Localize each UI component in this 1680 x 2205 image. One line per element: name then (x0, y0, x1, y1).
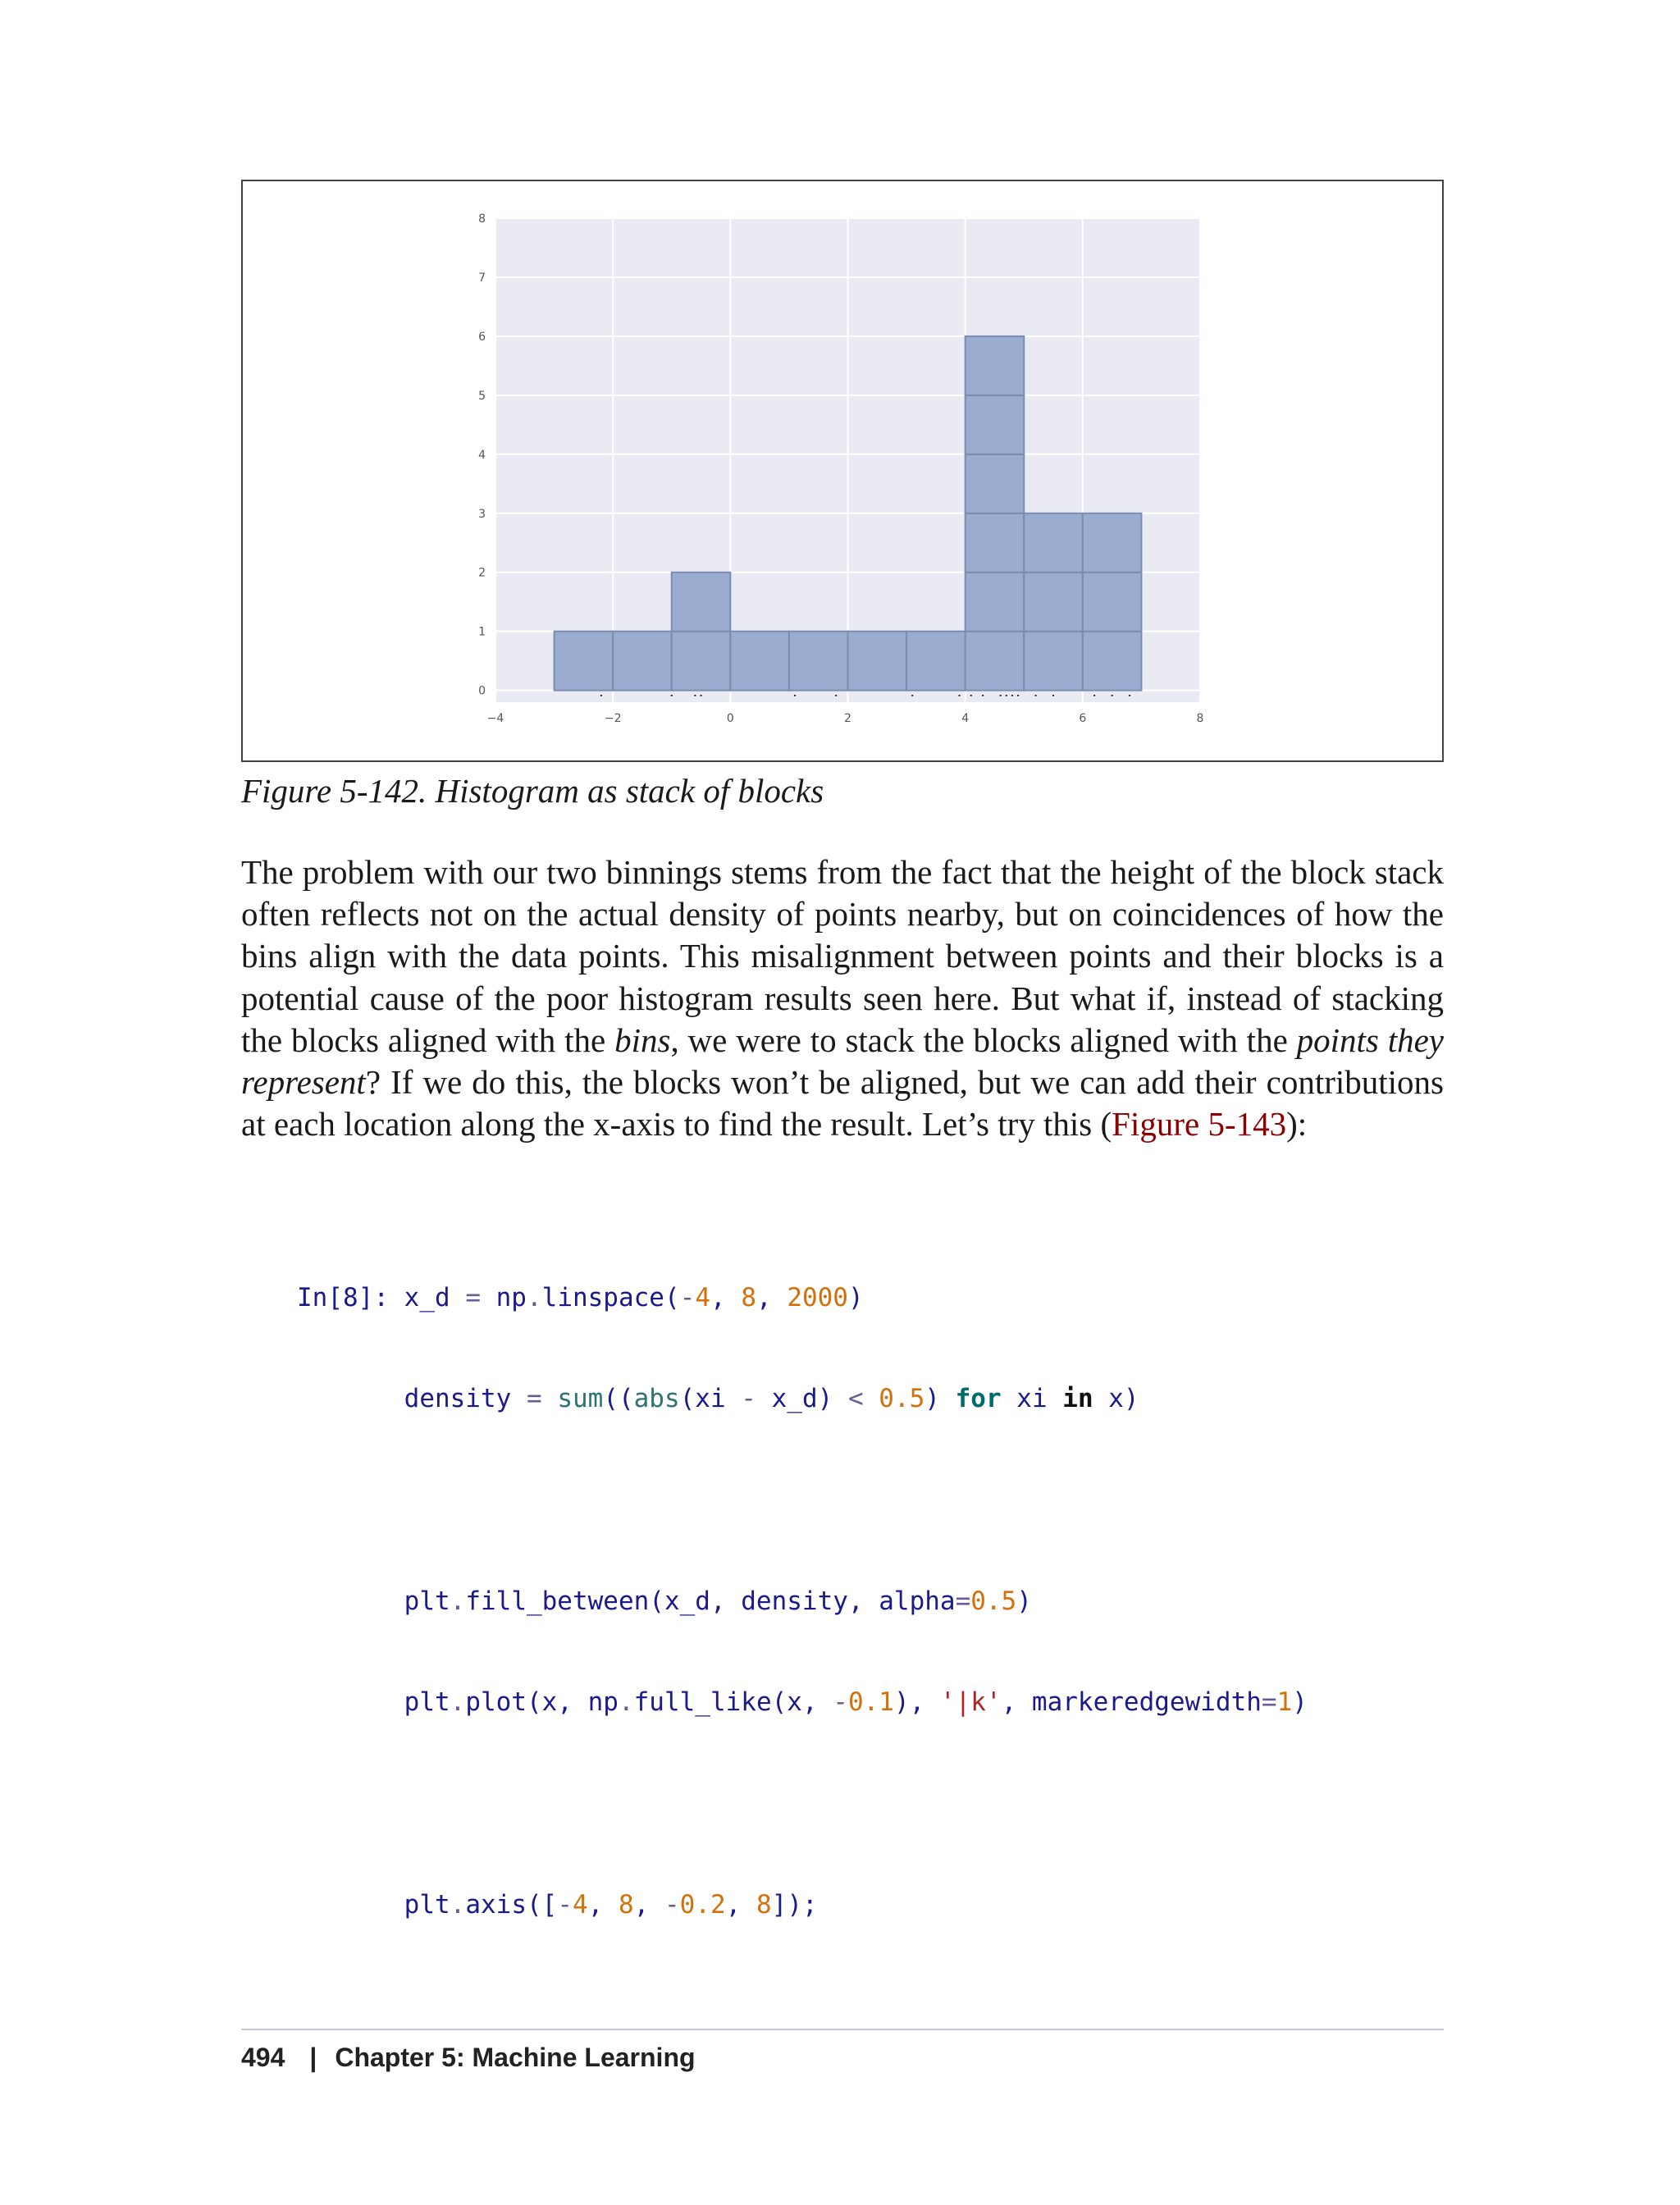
emphasis-points: points they represent (241, 1020, 1445, 1102)
histogram-block (966, 454, 1025, 514)
y-tick-label: 1 (478, 625, 486, 639)
histogram-block (672, 573, 731, 632)
x-tick-label: −2 (604, 712, 622, 725)
y-tick-label: 3 (478, 507, 486, 521)
histogram-block (613, 632, 672, 691)
histogram-block (672, 632, 731, 691)
y-tick-label: 2 (478, 566, 486, 580)
x-tick-label: −4 (486, 712, 504, 725)
code-blank-line (297, 1787, 1308, 1821)
histogram-block (966, 514, 1025, 573)
x-tick-label: 8 (1196, 712, 1204, 725)
x-tick-label: 0 (726, 712, 734, 725)
footer-divider (241, 2029, 1444, 2030)
y-tick-label: 6 (478, 330, 486, 344)
figure-cross-reference-link[interactable]: Figure 5-143 (1112, 1105, 1287, 1144)
paragraph-text-4: ): (1286, 1105, 1308, 1144)
y-tick-label: 5 (478, 389, 486, 403)
histogram-block (1024, 573, 1083, 632)
histogram-block (906, 632, 966, 691)
histogram-block (966, 573, 1025, 632)
y-tick-label: 8 (478, 212, 486, 226)
x-tick-label: 2 (844, 712, 851, 725)
code-block (297, 1214, 1308, 1956)
histogram-block (730, 632, 789, 691)
footer-separator: | (309, 2043, 317, 2072)
y-tick-label: 4 (478, 448, 486, 462)
histogram-block (1024, 514, 1083, 573)
paragraph-text-3: ? If we do this, the blocks won’t be aligned, but we can add their contributions at each location along the x-axis to find the result. Let’s try this ( (241, 1063, 1444, 1144)
histogram-block (1083, 573, 1142, 632)
chapter-title: Chapter 5: Machine Learning (335, 2043, 696, 2072)
histogram-block (966, 632, 1025, 691)
x-tick-label: 4 (961, 712, 970, 725)
histogram-block (966, 395, 1025, 454)
histogram-block (1024, 632, 1083, 691)
y-tick-label: 7 (478, 271, 486, 285)
histogram-block (789, 632, 848, 691)
figure-frame (241, 180, 1444, 762)
histogram-chart (243, 181, 1442, 760)
figure-caption: Figure 5-142. Histogram as stack of blocks (241, 772, 824, 810)
histogram-block (1083, 514, 1142, 573)
code-line-2: density = sum((abs(xi - x_d) < 0.5) for xi in x) (404, 1384, 1139, 1413)
histogram-block (848, 632, 907, 691)
code-line-3: plt.fill_between(x_d, density, alpha=0.5) (404, 1586, 1032, 1616)
code-line-5: plt.axis([-4, 8, -0.2, 8]); (404, 1890, 818, 1920)
histogram-block (555, 632, 614, 691)
code-line-1: In[8]: x_d = np.linspace(-4, 8, 2000) (297, 1283, 864, 1312)
page-footer (241, 2041, 696, 2074)
paragraph-text-1: The problem with our two binnings stems from the fact that the height of the block stack often reflects not on the actual density of points nearby, but on coincidences of how the bins align with the data points. This misalignment between points and their blocks is a potential cause of the poor histogram results seen here. But what if, instead of stacking the blocks aligned with the (241, 853, 1444, 1059)
x-tick-label: 6 (1079, 712, 1087, 725)
y-tick-label: 0 (478, 684, 486, 698)
paragraph-text-2: , we were to stack the blocks aligned with the (670, 1020, 1297, 1059)
histogram-block (966, 336, 1025, 395)
emphasis-bins: bins (614, 1020, 671, 1059)
code-line-4: plt.plot(x, np.full_like(x, -0.1), '|k', markeredgewidth=1) (404, 1687, 1308, 1717)
body-paragraph (241, 851, 1444, 1145)
page-number: 494 (241, 2043, 285, 2072)
histogram-block (1083, 632, 1142, 691)
code-blank-line (297, 1483, 1308, 1518)
